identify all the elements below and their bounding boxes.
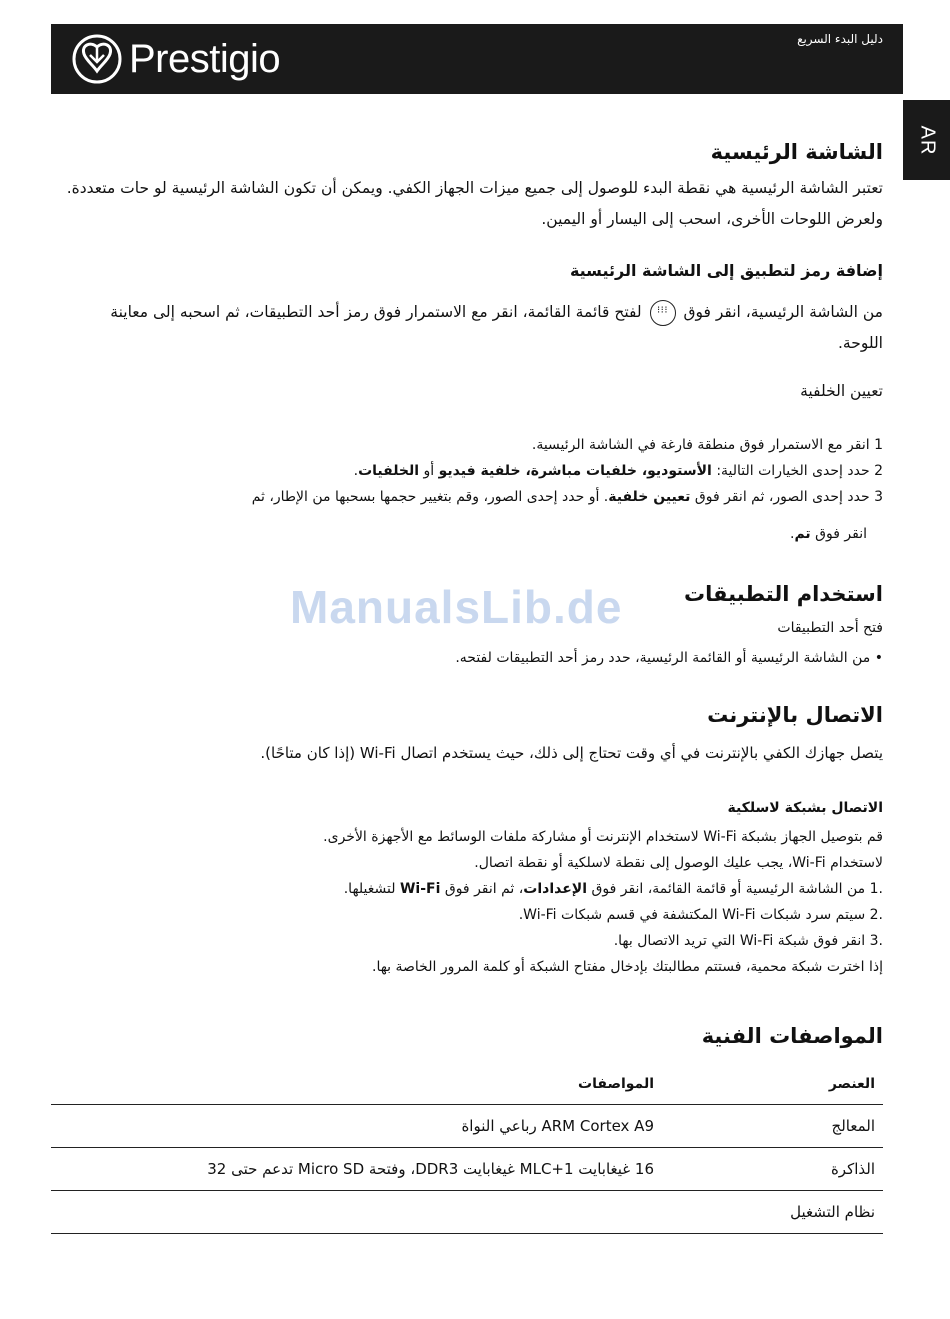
step-bold: الإعدادات (523, 881, 588, 897)
wireless-step-1 (48, 876, 883, 902)
step-text: حدد إحدى الخيارات التالية: (716, 463, 870, 479)
brand-name: Prestigio (129, 36, 281, 81)
table-header-row (51, 1064, 883, 1105)
list-item (48, 458, 883, 484)
wallpaper-steps (48, 432, 883, 510)
step-text: ، ثم انقر فوق (444, 881, 524, 897)
step-bold: Wi-Fi (399, 881, 441, 897)
internet-heading: الاتصال بالإنترنت (707, 703, 883, 727)
col-header-item: العنصر (828, 1076, 875, 1092)
table-row (51, 1148, 883, 1191)
step-text: .1 من الشاشة الرئيسية أو قائمة القائمة، انقر فوق (591, 881, 883, 897)
step-text: لتشغيلها. (343, 881, 396, 897)
all-apps-icon: ⁝⁝⁝ (650, 300, 676, 326)
prestigio-logo-icon (71, 33, 123, 85)
add-icon-paragraph (103, 297, 883, 359)
step-bold: تعيين خلفية (608, 489, 691, 505)
step-number: 3 (874, 489, 883, 505)
step-text: أو (423, 463, 435, 479)
step-text: . (353, 463, 359, 479)
internet-paragraph: يتصل جهازك الكفي بالإنترنت في أي وقت تحتاج إلى ذلك، حيث يستخدم اتصال Wi-Fi (إذا كان متاحًا). (260, 744, 883, 762)
home-screen-heading: الشاشة الرئيسية (710, 140, 883, 164)
apps-heading: استخدام التطبيقات (684, 582, 883, 606)
wireless-line-last: إذا اخترت شبكة محمية، فستتم مطالبتك بإدخال مفتاح الشبكة أو كلمة المرور الخاصة بها. (372, 959, 883, 975)
wallpaper-step3-continued (790, 526, 867, 542)
col-header-spec: المواصفات (578, 1076, 654, 1092)
wireless-step-2: .2 سيتم سرد شبكات Wi-Fi المكتشفة في قسم شبكات Wi-Fi. (518, 907, 883, 923)
language-code: AR (915, 125, 938, 155)
table-cell-spec: ARM Cortex A9 رباعي النواة (51, 1105, 682, 1148)
table-cell-spec (51, 1191, 682, 1234)
add-icon-text-1: من الشاشة الرئيسية، انقر فوق (683, 303, 883, 321)
watermark: ManualsLib.de (290, 581, 623, 633)
step-text: . (790, 526, 795, 542)
step-number: 1 (874, 437, 883, 453)
step-text: حدد إحدى الصور، ثم انقر فوق (694, 489, 870, 505)
brand-logo (71, 34, 280, 84)
wallpaper-heading: تعيين الخلفية (800, 382, 883, 400)
step-number: 2 (874, 463, 883, 479)
apps-subheading: فتح أحد التطبيقات (777, 620, 883, 636)
table-row (51, 1191, 883, 1234)
wireless-heading: الاتصال بشبكة لاسلكية (727, 800, 883, 816)
step-text: انقر فوق (815, 526, 867, 542)
table-cell-spec: 16 غيغابايت MLC+1 غيغابايت DDR3، وفتحة Micro SD تدعم حتى 32 (51, 1148, 682, 1191)
table-cell-item: نظام التشغيل (682, 1191, 883, 1234)
apps-bullet: • من الشاشة الرئيسية أو القائمة الرئيسية، حدد رمز أحد التطبيقات لفتحه. (455, 650, 883, 666)
list-item (48, 484, 883, 510)
specs-table (51, 1064, 883, 1234)
list-item (48, 432, 883, 458)
home-screen-paragraph: تعتبر الشاشة الرئيسية هي نقطة البدء للوصول إلى جميع ميزات الجهاز الكفي. ويمكن أن تكون الشاشة الرئيسية لو حات متعددة. ولعرض اللوحات الأخرى، اسحب إلى اليسار أو اليمين. (66, 179, 883, 228)
wireless-step-3: .3 انقر فوق شبكة Wi-Fi التي تريد الاتصال بها. (613, 933, 883, 949)
step-bold: الخلفيات (358, 463, 420, 479)
specs-heading: المواصفات الفنية (701, 1024, 883, 1048)
add-icon-text-2: لفتح قائمة القائمة، انقر مع الاستمرار فوق رمز أحد التطبيقات، ثم اسحبه إلى معاينة اللوحة. (110, 303, 883, 352)
wireless-line-1: قم بتوصيل الجهاز بشبكة Wi-Fi لاستخدام الإنترنت أو مشاركة ملفات الوسائط مع الأجهزة الأخرى. (323, 829, 883, 845)
table-row (51, 1105, 883, 1148)
step-bold: تم (794, 526, 811, 542)
table-cell-item: الذاكرة (682, 1148, 883, 1191)
add-icon-heading: إضافة رمز لتطبيق إلى الشاشة الرئيسية (569, 261, 883, 280)
language-tab (903, 100, 950, 180)
wireless-line-2: لاستخدام Wi-Fi، يجب عليك الوصول إلى نقطة لاسلكية أو نقطة اتصال. (474, 855, 883, 871)
wireless-instructions (48, 824, 883, 980)
table-cell-item: المعالج (682, 1105, 883, 1148)
document-title: دليل البدء السريع (797, 32, 883, 46)
step-text: . أو حدد إحدى الصور، وقم بتغيير حجمها بسحبها من الإطار، ثم (251, 489, 609, 505)
page-header (51, 24, 903, 94)
step-bold: الأستوديو، خلفيات مباشرة، خلفية فيديو (438, 463, 712, 479)
step-text: انقر مع الاستمرار فوق منطقة فارغة في الشاشة الرئيسية. (531, 437, 870, 453)
